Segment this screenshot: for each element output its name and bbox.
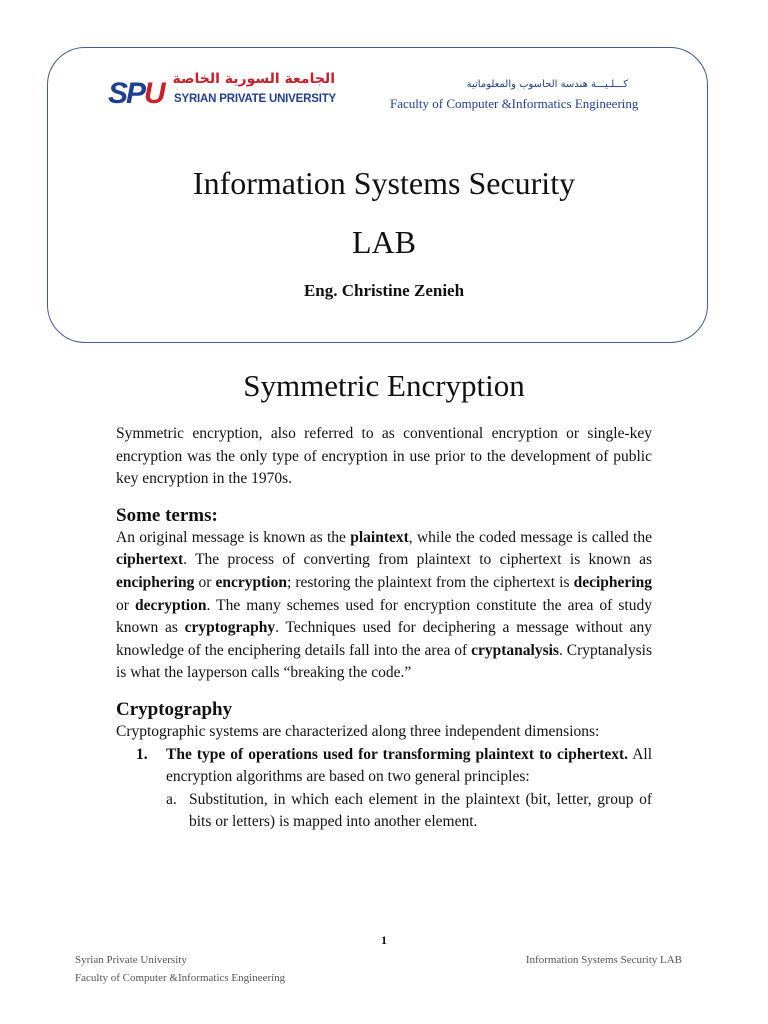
list-item bbox=[116, 744, 652, 834]
list-item-text: All encryption algorithms are based on two general principles: bbox=[166, 745, 652, 786]
logo-english-name: SYRIAN PRIVATE UNIVERSITY bbox=[174, 93, 336, 105]
dimensions-list bbox=[116, 744, 652, 834]
terms-paragraph: An original message is known as the plaintext, while the coded message is called the ciphertext. The process of converting from plaintext to ciphertext is known as enciphering or encryption; restoring the plaintext from the ciphertext is deciphering or decryption. The many schemes used for encryption constitute the area of study known as cryptography. Techniques used for deciphering a message without any knowledge of the enciphering details fall into the area of cryptanalysis. Cryptanalysis is what the layperson calls “breaking the code.” bbox=[116, 528, 652, 682]
faculty-arabic: كـــلـيـــة هندسة الحاسوب والمعلوماتية bbox=[466, 79, 628, 90]
footer-left bbox=[75, 951, 285, 987]
spu-logo-mark: SPU bbox=[108, 77, 164, 110]
sub-list-item bbox=[166, 789, 652, 834]
list-item-bold: The type of operations used for transforming plaintext to ciphertext. bbox=[166, 745, 629, 763]
footer-university: Syrian Private University bbox=[75, 954, 187, 966]
list-number: 1. bbox=[136, 745, 148, 763]
sub-list-letter: a. bbox=[166, 790, 177, 808]
footer-faculty: Faculty of Computer &Informatics Engineering bbox=[75, 972, 286, 984]
document-title: Symmetric Encryption bbox=[243, 368, 525, 403]
intro-paragraph: Symmetric encryption, also referred to as conventional encryption or single-key encryption was the only type of encryption in use prior to the development of public key encryption in the 1970s. bbox=[116, 425, 652, 488]
faculty-english: Faculty of Computer &Informatics Engineering bbox=[390, 96, 639, 111]
author: Eng. Christine Zenieh bbox=[303, 281, 465, 300]
document-body bbox=[116, 423, 652, 834]
page-number: 1 bbox=[381, 933, 387, 947]
logo-arabic-name: الجامعة السورية الخاصة bbox=[172, 71, 335, 87]
cryptography-intro: Cryptographic systems are characterized along three independent dimensions: bbox=[116, 722, 600, 740]
cryptography-heading: Cryptography bbox=[116, 698, 233, 720]
sub-list bbox=[166, 789, 652, 834]
course-subtitle: LAB bbox=[352, 224, 416, 260]
footer-course: Information Systems Security LAB bbox=[525, 954, 682, 966]
terms-heading: Some terms: bbox=[116, 504, 218, 526]
sub-list-text: Substitution, in which each element in the plaintext (bit, letter, group of bits or letters) is mapped into another element. bbox=[189, 790, 652, 831]
course-title: Information Systems Security bbox=[192, 165, 576, 201]
